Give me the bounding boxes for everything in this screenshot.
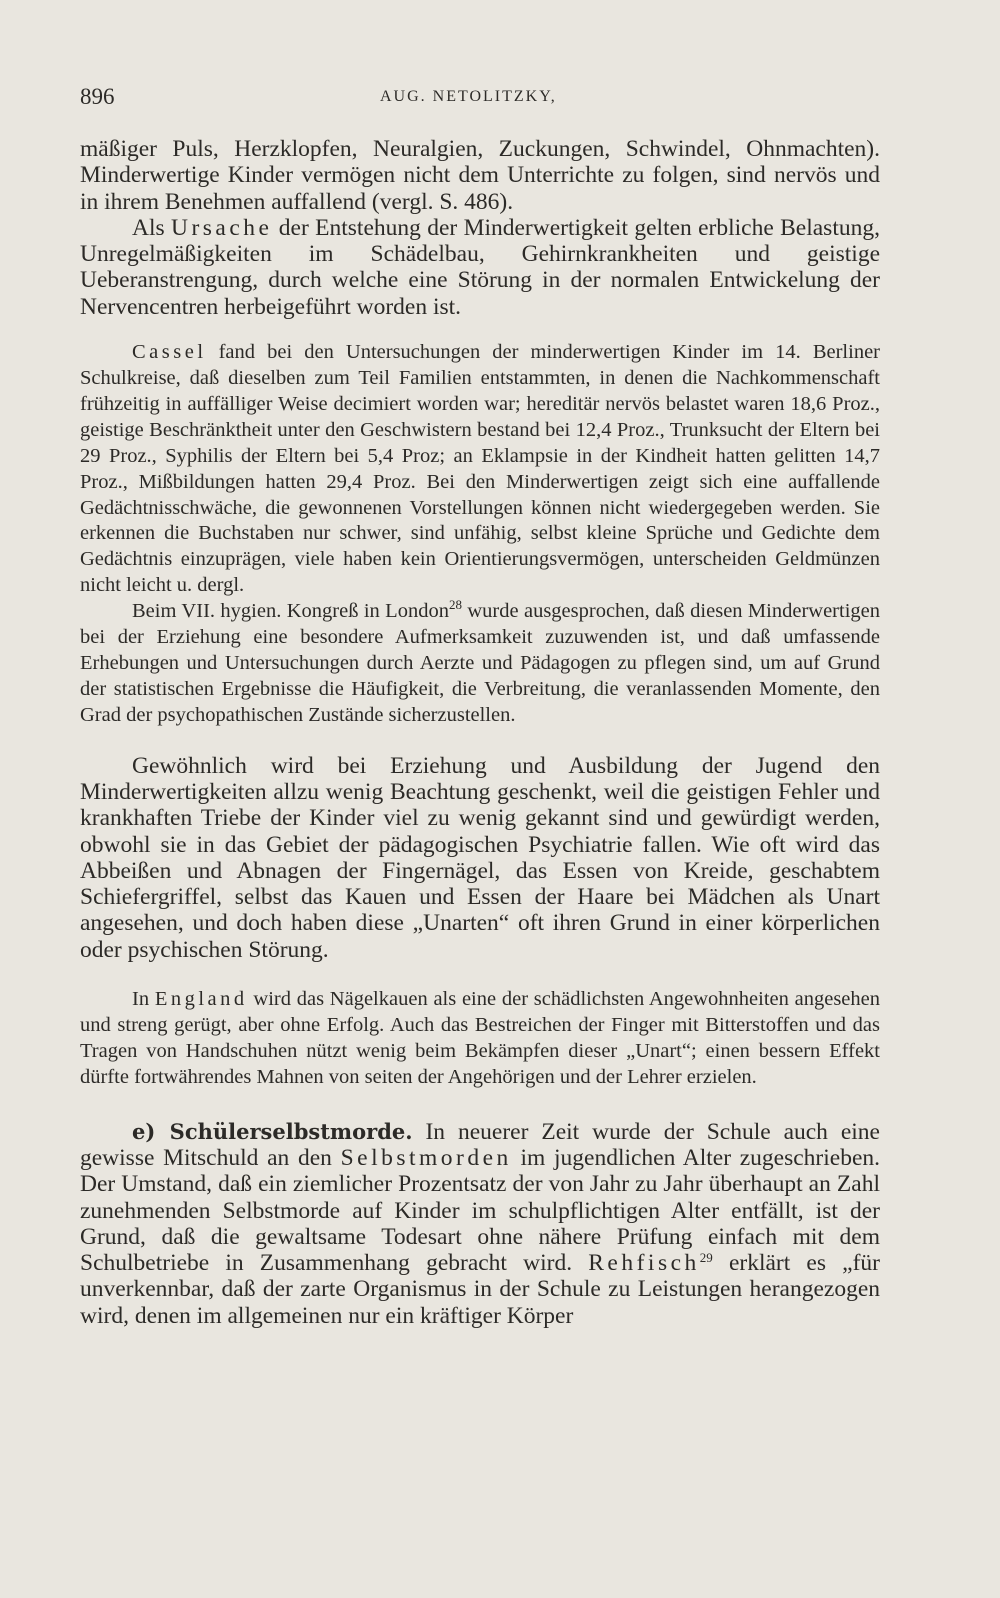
- author-rehfisch: Rehfisch: [588, 1250, 700, 1277]
- paragraph-3: [80, 340, 880, 599]
- paragraph-6-lead: In: [132, 988, 155, 1011]
- section-heading: e) Schülerselbstmorde.: [132, 1118, 413, 1144]
- spacer: [80, 963, 880, 987]
- term-selbstmorden: Selbstmorden: [340, 1144, 512, 1171]
- paragraph-1: mäßiger Puls, Herzklopfen, Neuralgien, Zuckungen, Schwindel, Ohnmachten). Minderwertige Kinder vermögen nicht dem Unterrichte zu folgen, sind nervös und in ihrem Benehmen auffallend (vergl. S. 486).: [80, 136, 880, 215]
- paragraph-6-text: wird das Nägelkauen als eine der schädlichsten Angewohnheiten angesehen und streng gerügt, aber ohne Erfolg. Auch das Bestreichen der Finger mit Bitterstoffen und das Tragen von Handschuhen nützt wenig beim Bekämpfen dieser „Unart“; einen bessern Effekt dürfte fortwährendes Mahnen von seiten der Angehörigen und der Lehrer erzielen.: [80, 988, 880, 1088]
- paragraph-7-text-a: In neuerer Zeit wurde der Schule auch eine gewisse Mitschuld an den: [80, 1118, 880, 1171]
- paragraph-2-text: der Entstehung der Minderwertigkeit gelten erbliche Belastung, Unregelmäßigkeiten im Schädelbau, Gehirnkrankheiten und geistige Ueberanstrengung, durch welche eine Störung in der normalen Entwickelung der Nervencentren herbeigeführt worden ist.: [80, 214, 880, 320]
- spacer: [80, 1091, 880, 1119]
- spacer: [80, 320, 880, 340]
- paragraph-4: [80, 599, 880, 729]
- paragraph-2-lead: Als: [132, 214, 171, 241]
- page-header: [80, 84, 880, 114]
- author-cassel: Cassel: [132, 341, 207, 364]
- paragraph-5: Gewöhnlich wird bei Erziehung und Ausbildung der Jugend den Minderwertigkeiten allzu wenig Beachtung geschenkt, weil die geistigen Fehler und krankhaften Triebe der Kinder viel zu wenig gekannt sind und gewürdigt werden, obwohl sie in das Gebiet der pädagogischen Psychiatrie fallen. Wie oft wird das Abbeißen und Abnagen der Fingernägel, das Essen von Kreide, geschabtem Schiefergriffel, selbst das Kauen und Essen der Haare bei Mädchen als Unart angesehen, und doch haben diese „Unarten“ oft ihren Grund in einer körperlichen oder psychischen Störung.: [80, 752, 880, 963]
- paragraph-4-text-a: Beim VII. hygien. Kongreß in London: [132, 600, 449, 623]
- paragraph-7: [80, 1119, 880, 1329]
- term-england: England: [154, 988, 248, 1011]
- spacer: [80, 729, 880, 753]
- paragraph-7-text-b: im jugendlichen Alter zugeschrieben. Der Umstand, daß ein ziemlicher Prozentsatz der von Jahr zu Jahr überhaupt an Zahl zunehmenden Selbstmorde auf Kinder im schulpflichtigen Alter entfällt, ist der Grund, daß die gewaltsame Todesart ohne nähere Prüfung einfach mit dem Schulbetriebe in Zusammenhang gebracht wird.: [80, 1144, 880, 1277]
- paragraph-6: [80, 987, 880, 1091]
- paragraph-2: [80, 215, 880, 320]
- term-ursache: Ursache: [170, 214, 273, 241]
- running-head: AUG. NETOLITZKY,: [380, 88, 557, 105]
- footnote-ref-28: 28: [448, 597, 462, 613]
- paragraph-7-text-c: erklärt es „für unverkennbar, daß der zarte Organismus in der Schule zu Leistungen herangezogen wird, denen im allgemeinen nur ein kräftiger Körper: [80, 1250, 880, 1329]
- footnote-ref-29: 29: [699, 1250, 713, 1266]
- paragraph-3-text: fand bei den Untersuchungen der minderwertigen Kinder im 14. Berliner Schulkreise, daß dieselben zum Teil Familien entstammten, in denen die Nachkommenschaft frühzeitig in auffälliger Weise decimiert worden war; hereditär nervös belastet waren 18,6 Proz., geistige Beschränktheit unter den Geschwistern bestand bei 12,4 Proz., Trunksucht der Eltern bei 29 Proz., Syphilis der Eltern bei 5,4 Proz; an Eklampsie in der Kindheit hatten gelitten 14,7 Proz., Mißbildungen hatten 29,4 Proz. Bei den Minderwertigen zeigt sich eine auffallende Gedächtnisschwäche, die gewonnenen Vorstellungen können nicht wiedergegeben werden. Sie erkennen die Buchstaben nur schwer, sind unfähig, selbst kleine Sprüche und Gedichte dem Gedächtnis einzuprägen, viele haben kein Orientierungsvermögen, unterscheiden Geldmünzen nicht leicht u. dergl.: [80, 341, 880, 597]
- page-body: [80, 136, 880, 1329]
- page-number: 896: [80, 84, 115, 109]
- paragraph-4-text-b: wurde ausgesprochen, daß diesen Minderwertigen bei der Erziehung eine besondere Aufmerksamkeit zuzuwenden ist, und daß umfassende Erhebungen und Untersuchungen durch Aerzte und Pädagogen zu pflegen sind, um auf Grund der statistischen Ergebnisse die Häufigkeit, die Verbreitung, die veranlassenden Momente, den Grad der psychopathischen Zustände sicherzustellen.: [80, 600, 881, 726]
